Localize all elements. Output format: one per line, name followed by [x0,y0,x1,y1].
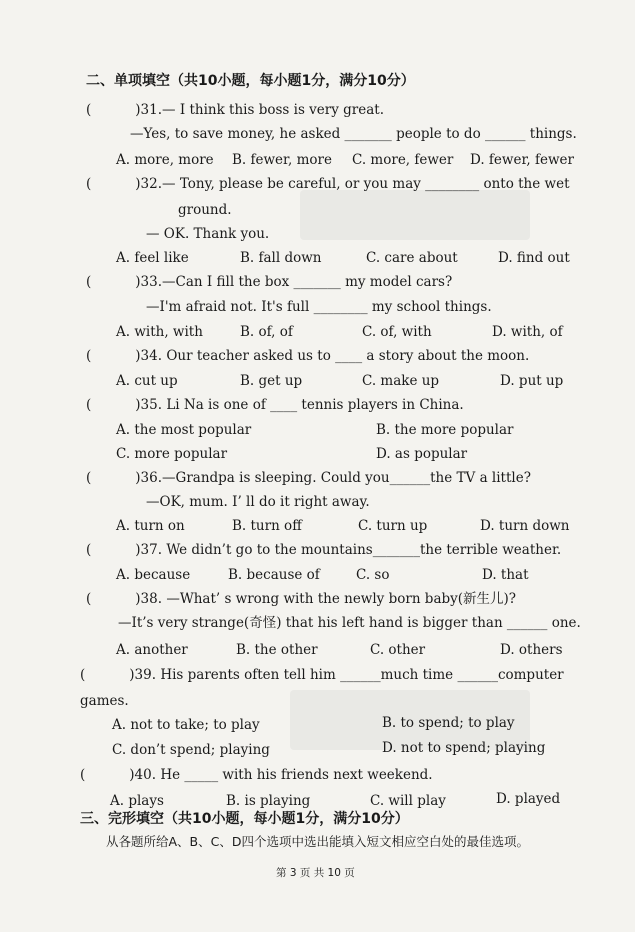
question-31-reply: —Yes, to save money, he asked _______ people to do ______ things. [130,126,577,142]
option-b: B. fall down [240,250,322,266]
question-32 [86,175,570,193]
option-b: B. get up [240,373,303,389]
option-c: C. make up [362,373,440,389]
option-b: B. because of [228,567,320,583]
question-text: —What’ s wrong with the newly born baby(新生儿)? [166,591,517,607]
question-40 [80,766,433,784]
question-text: He _____ with his friends next weekend. [160,767,433,783]
option-b: B. fewer, more [232,152,332,168]
option-c: C. other [370,642,426,658]
option-c: C. more, fewer [352,152,454,168]
question-number: )35. [135,397,163,413]
scan-smudge [300,190,530,240]
option-d: D. turn down [480,518,570,534]
question-36-reply: —OK, mum. I’ ll do it right away. [146,494,370,510]
option-b: B. the other [236,642,318,658]
question-number: )38. [135,591,163,607]
option-c: C. will play [370,793,446,809]
option-c: C. of, with [362,324,432,340]
question-number: )36. [135,470,163,486]
option-d: D. that [482,567,529,583]
question-number: )31.— [135,102,176,118]
question-text: Our teacher asked us to ____ a story about the moon. [166,348,530,364]
question-number: )37. [135,542,163,558]
question-text: —Can I fill the box _______ my model cars? [162,274,453,290]
answer-paren: ( [80,667,86,683]
option-d: D. fewer, fewer [470,152,574,168]
option-a: A. cut up [116,373,178,389]
option-d: D. others [500,642,563,658]
option-d: D. played [496,791,561,807]
option-d: D. with, of [492,324,563,340]
question-34 [86,347,529,365]
answer-paren: ( [86,176,92,192]
option-d: D. not to spend; playing [382,740,546,756]
question-number: )33. [135,274,163,290]
question-37 [86,541,561,559]
option-b: B. is playing [226,793,311,809]
question-text: Li Na is one of ____ tennis players in China. [166,397,464,413]
option-b: B. of, of [240,324,293,340]
question-38-reply: —It’s very strange(奇怪) that his left hand is bigger than ______ one. [118,615,581,631]
option-c: C. more popular [116,446,228,462]
option-a: A. another [116,642,188,658]
answer-paren: ( [86,397,92,413]
option-a: A. not to take; to play [112,717,260,733]
question-text: Tony, please be careful, or you may ________ onto the wet [179,176,570,192]
answer-paren: ( [80,767,86,783]
answer-paren: ( [86,274,92,290]
section-2-header: 二、单项填空（共10小题，每小题1分，满分10分） [86,73,415,89]
option-b: B. the more popular [376,422,514,438]
question-text: His parents often tell him ______much time ______computer [160,667,564,683]
question-text: We didn’t go to the mountains_______the terrible weather. [166,542,562,558]
question-39 [80,666,564,684]
option-c: C. turn up [358,518,428,534]
question-number: )39. [129,667,157,683]
question-31 [86,101,384,119]
option-d: D. find out [498,250,570,266]
option-a: A. the most popular [116,422,252,438]
question-36 [86,469,531,487]
question-33 [86,273,452,291]
section-3-header: 三、完形填空（共10小题，每小题1分，满分10分） [80,811,409,827]
answer-paren: ( [86,102,92,118]
question-32-reply: — OK. Thank you. [146,226,270,242]
question-text: —Grandpa is sleeping. Could you______the TV a little? [162,470,531,486]
option-a: A. turn on [116,518,185,534]
answer-paren: ( [86,348,92,364]
question-number: )34. [135,348,163,364]
question-number: )32.— [135,176,176,192]
option-d: D. as popular [376,446,468,462]
option-a: A. feel like [116,250,189,266]
question-33-reply: —I'm afraid not. It's full ________ my school things. [146,299,492,315]
answer-paren: ( [86,591,92,607]
option-b: B. turn off [232,518,302,534]
question-39-cont: games. [80,693,129,709]
option-d: D. put up [500,373,564,389]
question-38 [86,590,516,608]
answer-paren: ( [86,542,92,558]
page-number: 第 3 页 共 10 页 [276,867,355,879]
option-a: A. more, more [116,152,214,168]
answer-paren: ( [86,470,92,486]
question-35 [86,396,464,414]
question-number: )40. [129,767,157,783]
option-b: B. to spend; to play [382,715,515,731]
option-c: C. don’t spend; playing [112,742,270,758]
option-c: C. so [356,567,390,583]
option-a: A. plays [110,793,164,809]
question-text: I think this boss is very great. [179,102,385,118]
option-a: A. with, with [116,324,203,340]
question-32-cont: ground. [178,202,232,218]
option-c: C. care about [366,250,458,266]
section-3-instruction: 从各题所给A、B、C、D四个选项中选出能填入短文相应空白处的最佳选项。 [106,834,529,849]
option-a: A. because [116,567,191,583]
